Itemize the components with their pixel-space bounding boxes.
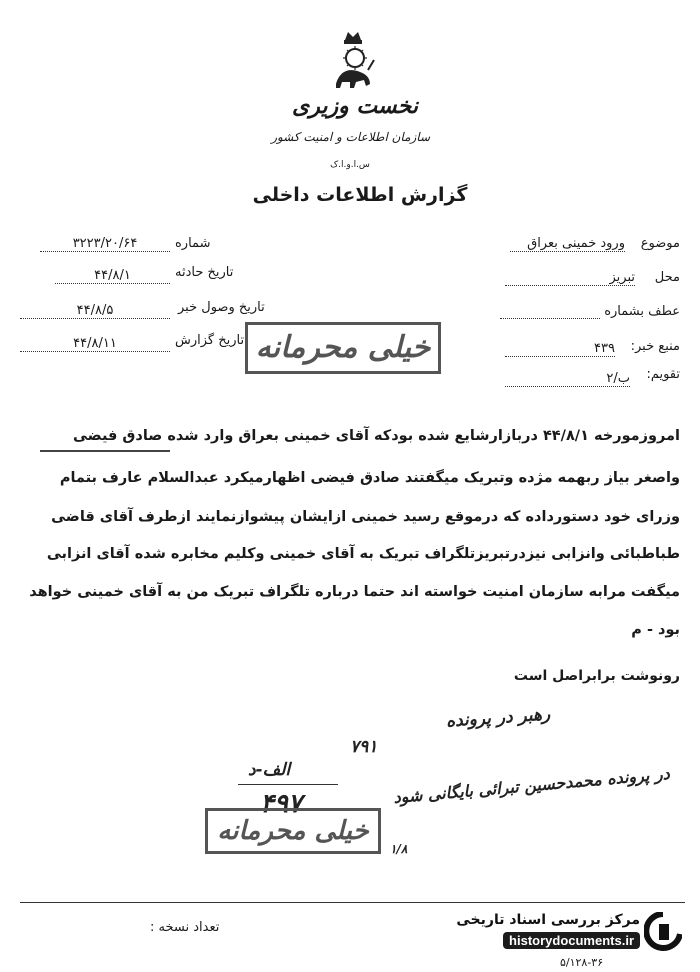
place-value: تبریز bbox=[505, 270, 635, 286]
organization-code: س.ا.و.ا.ک bbox=[330, 160, 370, 170]
number-value: ۳۲۲۳/۲۰/۶۴ bbox=[40, 236, 170, 252]
handwritten-note-2: در پرونده محمدحسین تبرائی بایگانی شود bbox=[392, 763, 671, 808]
copies-label: تعداد نسخه : bbox=[150, 920, 220, 935]
archive-logo-icon bbox=[644, 912, 682, 952]
reference-label: عطف بشماره bbox=[604, 304, 680, 319]
source-label: منبع خبر: bbox=[630, 339, 680, 354]
lion-and-sun-emblem-icon bbox=[330, 30, 376, 92]
place-label: محل bbox=[654, 270, 680, 285]
document-code: ۵/۱۲۸-۳۶ bbox=[560, 956, 604, 969]
watermark-logo bbox=[414, 910, 684, 954]
signature-underline bbox=[238, 784, 338, 785]
body-line-1: امروزمورخه ۴۴/۸/۱ دربازارشایع شده بودکه آقای خمینی بعراق وارد شده صادق فیضی bbox=[73, 428, 680, 444]
subject-label: موضوع bbox=[640, 236, 680, 251]
sub-organization-name: سازمان اطلاعات و امنیت کشور bbox=[271, 130, 430, 144]
rating-value: ب/۲ bbox=[505, 371, 630, 387]
body-line-4: طباطبائی وانزابی نیزدرتبریزتلگراف تبریک به آقای خمینی وکلیم مخابره شده آقای انزابی bbox=[46, 546, 680, 562]
report-date-value: ۴۴/۸/۱۱ bbox=[20, 336, 170, 352]
report-date-label: تاریخ گزارش bbox=[175, 333, 245, 348]
reference-value-line bbox=[500, 318, 600, 319]
number-label: شماره bbox=[175, 236, 211, 251]
receipt-date-value: ۴۴/۸/۵ bbox=[20, 303, 170, 319]
report-title: گزارش اطلاعات داخلی bbox=[252, 184, 468, 206]
footer-divider bbox=[20, 902, 685, 903]
watermark-title: مرکز بررسی اسناد تاریخی bbox=[456, 912, 640, 928]
organization-name: نخست وزیری bbox=[292, 94, 418, 119]
handwritten-number-2: ۴۹۷ bbox=[260, 789, 302, 819]
underline-mark bbox=[40, 450, 170, 452]
rating-label: تقویم: bbox=[646, 367, 680, 382]
body-line-3: وزرای خود دستورداده که درموقع رسید خمینی ازایشان پیشوازنمایند ازطرف آقای قاضی bbox=[51, 509, 680, 525]
receipt-date-label: تاریخ وصول خبر bbox=[178, 300, 265, 315]
handwritten-date-fragment: ۱/۸ bbox=[390, 842, 408, 856]
body-line-6: بود - م bbox=[631, 622, 680, 638]
handwritten-signature-label: الف-د bbox=[248, 760, 291, 780]
body-line-5: میگفت مرابه سازمان امنیت خواسته اند حتما درباره تلگراف تبریک من به آقای خمینی خواهد bbox=[29, 584, 680, 600]
top-secret-stamp-lower: خیلی محرمانه bbox=[205, 808, 381, 854]
handwritten-number-1: ۷۹۱ bbox=[350, 737, 378, 757]
body-line-2: واصغر بیاز ربهمه مژده وتبریک میگفتند صادق فیضی اظهارمیکرد عبدالسلام عارف بتمام bbox=[59, 470, 680, 486]
subject-value: ورود خمینی بعراق bbox=[510, 236, 625, 252]
copy-note: رونوشت برابراصل است bbox=[513, 668, 680, 684]
watermark-site: historydocuments.ir bbox=[503, 932, 640, 949]
event-date-value: ۴۴/۸/۱ bbox=[55, 268, 170, 284]
source-value: ۴۳۹ bbox=[505, 341, 615, 357]
handwritten-note-1: رهبر در پرونده bbox=[445, 704, 551, 732]
top-secret-stamp: خیلی محرمانه bbox=[245, 322, 441, 374]
event-date-label: تاریخ حادثه bbox=[175, 265, 234, 280]
